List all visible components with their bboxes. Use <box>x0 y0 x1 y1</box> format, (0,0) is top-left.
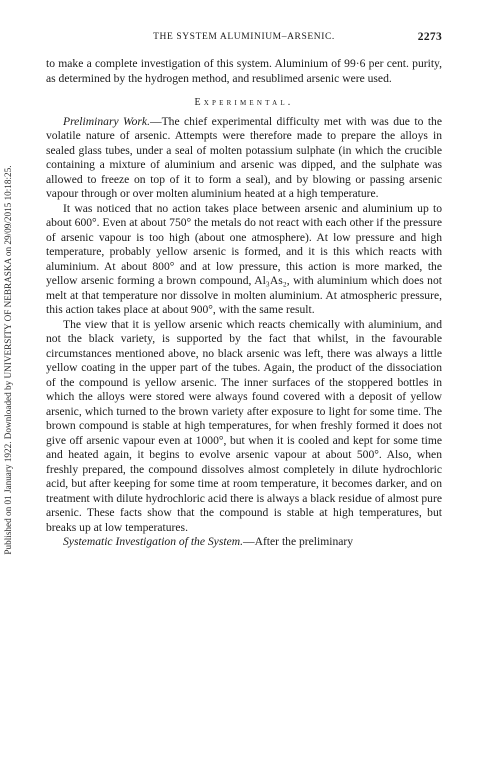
section-heading-experimental: Experimental. <box>194 97 294 108</box>
journal-page <box>46 32 442 550</box>
running-title: THE SYSTEM ALUMINIUM–ARSENIC. <box>153 32 335 42</box>
paragraph-preliminary-work <box>46 115 442 202</box>
paragraph-reaction-temperature: It was noticed that no action takes place between arsenic and aluminium up to about 600°. Even at about 750° the metals do not react with each other if the pressure of arsenic vapour is too high (about one atmosphere). At low pressure and high temperature, probably yellow arsenic is formed, and it is this which reacts with aluminium. At about 800° and at low pressure, this action is more marked, the yellow arsenic forming a brown compound, Al₃As₂, with aluminium which does not melt at that temperature nor dissolve in molten aluminium. At atmospheric pressure, this action takes place at about 900°, with the same result. <box>46 201 442 316</box>
paragraph-lead-systematic-investigation: Systematic Investigation of the System. <box>63 535 243 548</box>
paragraph-body-systematic-investigation: —After the preliminary <box>242 535 354 548</box>
paragraph-body-preliminary-work: —The chief experimental difficulty met with was due to the volatile nature of arsenic. Attempts were therefore made to prepare the alloys in sealed glass tubes, under a seal of molten potassium sulphate (in which the crucible containing a mixture of aluminium and arsenic was dipped, and the sulphate was allowed to freeze on top of it to form a seal), and by blowing or passing arsenic vapour through or over molten aluminium heated at a high temperature. <box>46 114 442 200</box>
running-header <box>46 32 442 46</box>
paragraph-intro: to make a complete investigation of this system. Aluminium of 99·6 per cent. purity, as determined by the hydrogen method, and resublimed arsenic were used. <box>46 57 442 85</box>
paragraph-lead-preliminary-work: Preliminary Work. <box>63 114 150 128</box>
download-margin-note-text: Published on 01 January 1922. Downloaded by UNIVERSITY OF NEBRASKA on 29/09/2015 10:18:25. <box>3 165 13 555</box>
paragraph-yellow-arsenic: The view that it is yellow arsenic which reacts chemically with aluminium, and not the black variety, is supported by the fact that whilst, in the favourable circumstances mentioned above, no black arsenic was left, there was always a little yellow coating in the upper part of the tubes. Again, the product of the dissociation of the compound is yellow arsenic. The inner surfaces of the stoppered bottles in which the alloys were stored were always found covered with a deposit of yellow arsenic, which turned to the brown variety after exposure to light for some time. The brown compound is stable at high temperatures, for when freshly formed it does not give off arsenic vapour even at 1000°, but when it is cooled and kept for some time and heated again, it begins to evolve arsenic vapour at about 500°. Also, when freshly prepared, the compound dissolves almost completely in dilute hydrochloric acid, but after keeping for some time at room temperature, it becomes darker, and on treatment with dilute hydrochloric acid there is always a black residue of almost pure arsenic. These facts show that the compound is stable at high temperatures, but breaks up at low temperatures. <box>46 317 442 534</box>
download-margin-note <box>2 40 14 680</box>
paragraph-systematic-investigation <box>46 535 442 550</box>
article-body <box>46 57 442 550</box>
page-number: 2273 <box>417 31 442 43</box>
